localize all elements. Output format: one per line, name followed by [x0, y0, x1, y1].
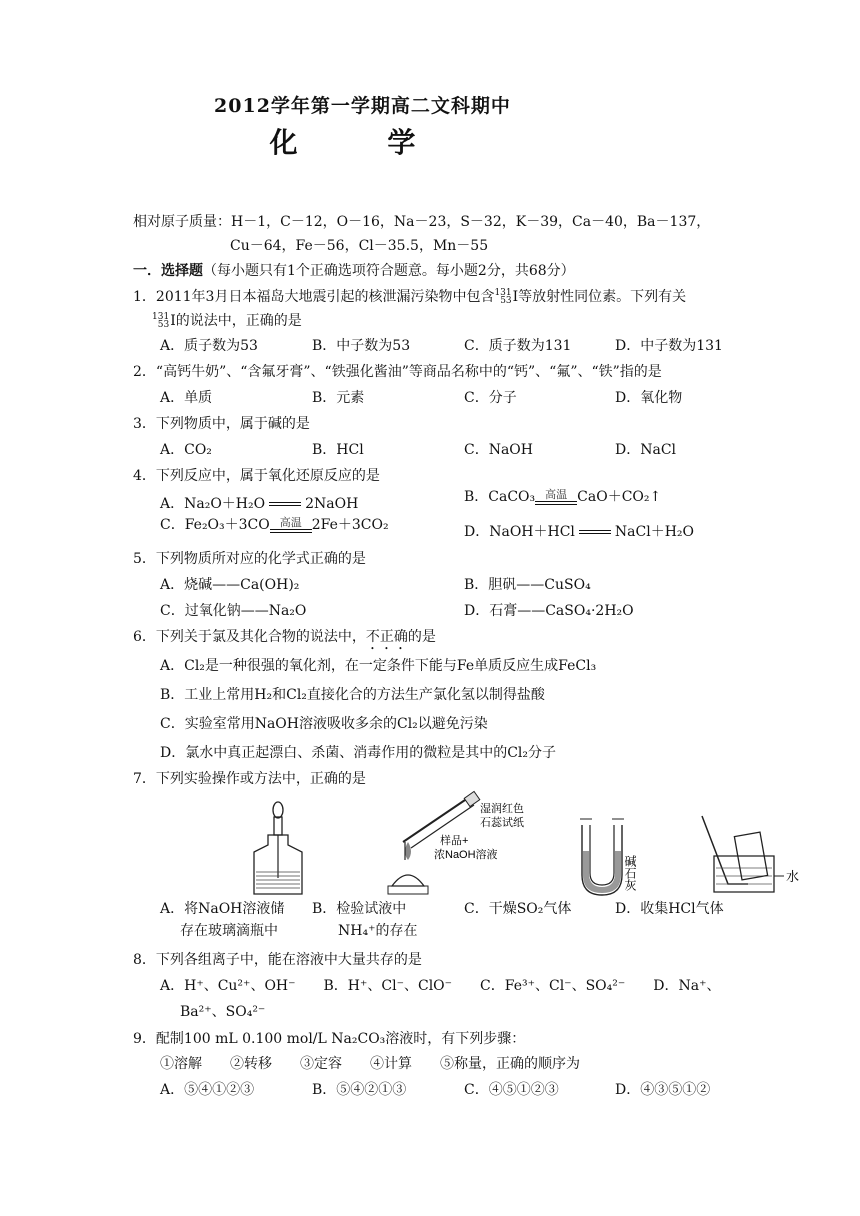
q4-a-right: 2NaOH	[305, 496, 359, 512]
q4-c-left: C．Fe₂O₃＋3CO	[160, 517, 270, 533]
q8-options-line-2: Ba²⁺、SO₄²⁻	[180, 1004, 266, 1020]
reaction-condition	[535, 489, 577, 505]
q5-option-a: A．烧碱——Ca(OH)₂	[160, 577, 300, 593]
q6-stem	[133, 628, 436, 653]
fig-d-label: 水	[786, 869, 800, 884]
q1-stem-line-2	[152, 312, 302, 330]
q9-option-c: C．④⑤①②③	[464, 1082, 559, 1098]
q4-stem: 4．下列反应中，属于氧化还原反应的是	[133, 468, 380, 484]
water-collection-figure	[698, 812, 808, 898]
q5-option-b: B．胆矾——CuSO₄	[464, 577, 591, 593]
condition-label: 高温	[545, 488, 568, 501]
q4-d-right: NaCl＋H₂O	[614, 524, 694, 540]
fig-b-label-4: 浓NaOH溶液	[434, 849, 498, 861]
q5-option-d: D．石膏——CaSO₄·2H₂O	[464, 603, 634, 619]
q3-option-d: D．NaCl	[615, 442, 677, 458]
isotope-z: 53	[500, 296, 512, 306]
section-heading-label: 一．选择题	[133, 263, 203, 279]
reaction-condition	[270, 517, 312, 533]
q4-b-right: CaO＋CO₂↑	[577, 489, 662, 505]
u-tube-figure	[574, 815, 644, 901]
q2-option-d: D．氧化物	[615, 390, 683, 406]
equals-sign	[579, 530, 611, 534]
q4-a-left: A．Na₂O＋H₂O	[160, 496, 266, 512]
q8-options: A．H⁺、Cu²⁺、OH⁻ B．H⁺、Cl⁻、ClO⁻ C．Fe³⁺、Cl⁻、SO₄²⁻ D．Na⁺、	[160, 978, 721, 994]
fig-c-label: 碱石灰	[623, 855, 637, 891]
q4-b-left: B．CaCO₃	[464, 489, 536, 505]
litmus-paper	[464, 791, 480, 806]
q4-option-b	[464, 488, 661, 506]
q1-option-b: B．中子数为53	[312, 338, 411, 354]
q6-option-b: B．工业上常用H₂和Cl₂直接化合的方法生产氯化氢以制得盐酸	[160, 687, 545, 703]
q6-option-d: D．氯水中真正起漂白、杀菌、消毒作用的微粒是其中的Cl₂分子	[160, 745, 557, 761]
flame	[405, 842, 411, 860]
section-note: （每小题只有1个正确选项符合题意。每小题2分，共68分）	[203, 263, 575, 279]
q3-option-c: C．NaOH	[464, 442, 533, 458]
test-tube-heating-figure	[378, 790, 538, 902]
fig-b-label-3: 样品+	[440, 835, 469, 847]
alcohol-lamp	[392, 875, 424, 886]
dropper-bulb	[273, 802, 283, 818]
q1-stem	[133, 288, 686, 306]
equals-sign	[269, 502, 301, 506]
q7-stem: 7．下列实验操作或方法中，正确的是	[133, 771, 366, 787]
q8-stem: 8．下列各组离子中，能在溶液中大量共存的是	[133, 952, 422, 968]
q9-option-a: A．⑤④①②③	[160, 1082, 255, 1098]
q7-option-c: C．干燥SO₂气体	[464, 901, 572, 917]
q1-stem-b: I等放射性同位素。下列有关	[512, 289, 687, 305]
equals-sign	[535, 501, 577, 505]
q4-option-c	[160, 516, 389, 534]
q9-stem: 9．配制100 mL 0.100 mol/L Na₂CO₃溶液时，有下列步骤：	[133, 1031, 526, 1047]
q1-option-c: C．质子数为131	[464, 338, 572, 354]
equals-sign	[270, 529, 312, 533]
q4-c-right: 2Fe＋3CO₂	[311, 517, 389, 533]
q1-option-a: A．质子数为53	[160, 338, 258, 354]
isotope-mass-2: 131	[152, 312, 170, 322]
q3-option-b: B．HCl	[312, 442, 364, 458]
isotope-mass: 131	[494, 288, 512, 298]
atomic-mass-line-2: Cu－64，Fe－56，Cl－35.5，Mn－55	[230, 238, 489, 254]
q4-option-d	[464, 523, 694, 541]
q4-option-a	[160, 495, 358, 513]
fig-b-label-2: 石蕊试纸	[480, 817, 524, 829]
isotope-notation	[494, 289, 511, 305]
subject-title: 化 学	[269, 126, 456, 159]
q3-option-a: A．CO₂	[160, 442, 212, 458]
atomic-mass-line-1: 相对原子质量：H－1，C－12，O－16，Na－23，S－32，K－39，Ca－40，Ba－137，	[133, 214, 711, 230]
q7-option-a-line-2: 存在玻璃滴瓶中	[180, 923, 278, 939]
q6-stem-b: 的是	[407, 629, 436, 645]
q9-steps: ①溶解 ②转移 ③定容 ④计算 ⑤称量，正确的顺序为	[160, 1056, 580, 1072]
q6-option-c: C．实验室常用NaOH溶液吸收多余的Cl₂以避免污染	[160, 716, 488, 732]
dropper-bottle-figure	[248, 800, 308, 898]
isotope-z-2: 53	[157, 320, 170, 330]
lamp-base	[388, 886, 428, 894]
dropper-neck	[274, 817, 282, 835]
soda-lime-fill	[583, 851, 621, 893]
section-heading	[133, 262, 575, 280]
fig-b-label-1: 湿润红色	[480, 803, 524, 815]
q9-option-d: D．④③⑤①②	[615, 1082, 711, 1098]
q2-stem: 2．“高钙牛奶”、“含氟牙膏”、“铁强化酱油”等商品名称中的“钙”、“氟”、“铁”指的是	[133, 364, 662, 380]
q4-d-left: D．NaOH＋HCl	[464, 524, 575, 540]
condition-label: 高温	[279, 516, 302, 529]
q7-option-b-line-2: NH₄⁺的存在	[338, 923, 418, 939]
page-title: 2012学年第一学期高二文科期中	[214, 95, 511, 117]
q6-stem-a: 6．下列关于氯及其化合物的说法中，	[133, 629, 366, 645]
q6-emphasis: 不正确	[365, 629, 408, 645]
q1-stem-c: I的说法中，正确的是	[170, 313, 302, 329]
q2-option-c: C．分子	[464, 390, 517, 406]
q1-stem-a: 1．2011年3月日本福岛大地震引起的核泄漏污染物中包含	[133, 289, 495, 305]
q5-option-c: C．过氧化钠——Na₂O	[160, 603, 307, 619]
u-tube-inner	[590, 825, 614, 885]
q2-option-a: A．单质	[160, 390, 213, 406]
q6-option-a: A．Cl₂是一种很强的氧化剂，在一定条件下能与Fe单质反应生成FeCl₃	[160, 658, 597, 674]
isotope-notation-2	[152, 313, 169, 329]
q5-stem: 5．下列物质所对应的化学式正确的是	[133, 551, 366, 567]
q7-option-b-line-1: B．检验试液中	[312, 901, 407, 917]
q7-option-d: D．收集HCl气体	[615, 901, 724, 917]
q9-option-b: B．⑤④②①③	[312, 1082, 407, 1098]
q1-option-d: D．中子数为131	[615, 338, 723, 354]
q2-option-b: B．元素	[312, 390, 365, 406]
q3-stem: 3．下列物质中，属于碱的是	[133, 416, 310, 432]
q7-option-a-line-1: A．将NaOH溶液储	[160, 901, 285, 917]
